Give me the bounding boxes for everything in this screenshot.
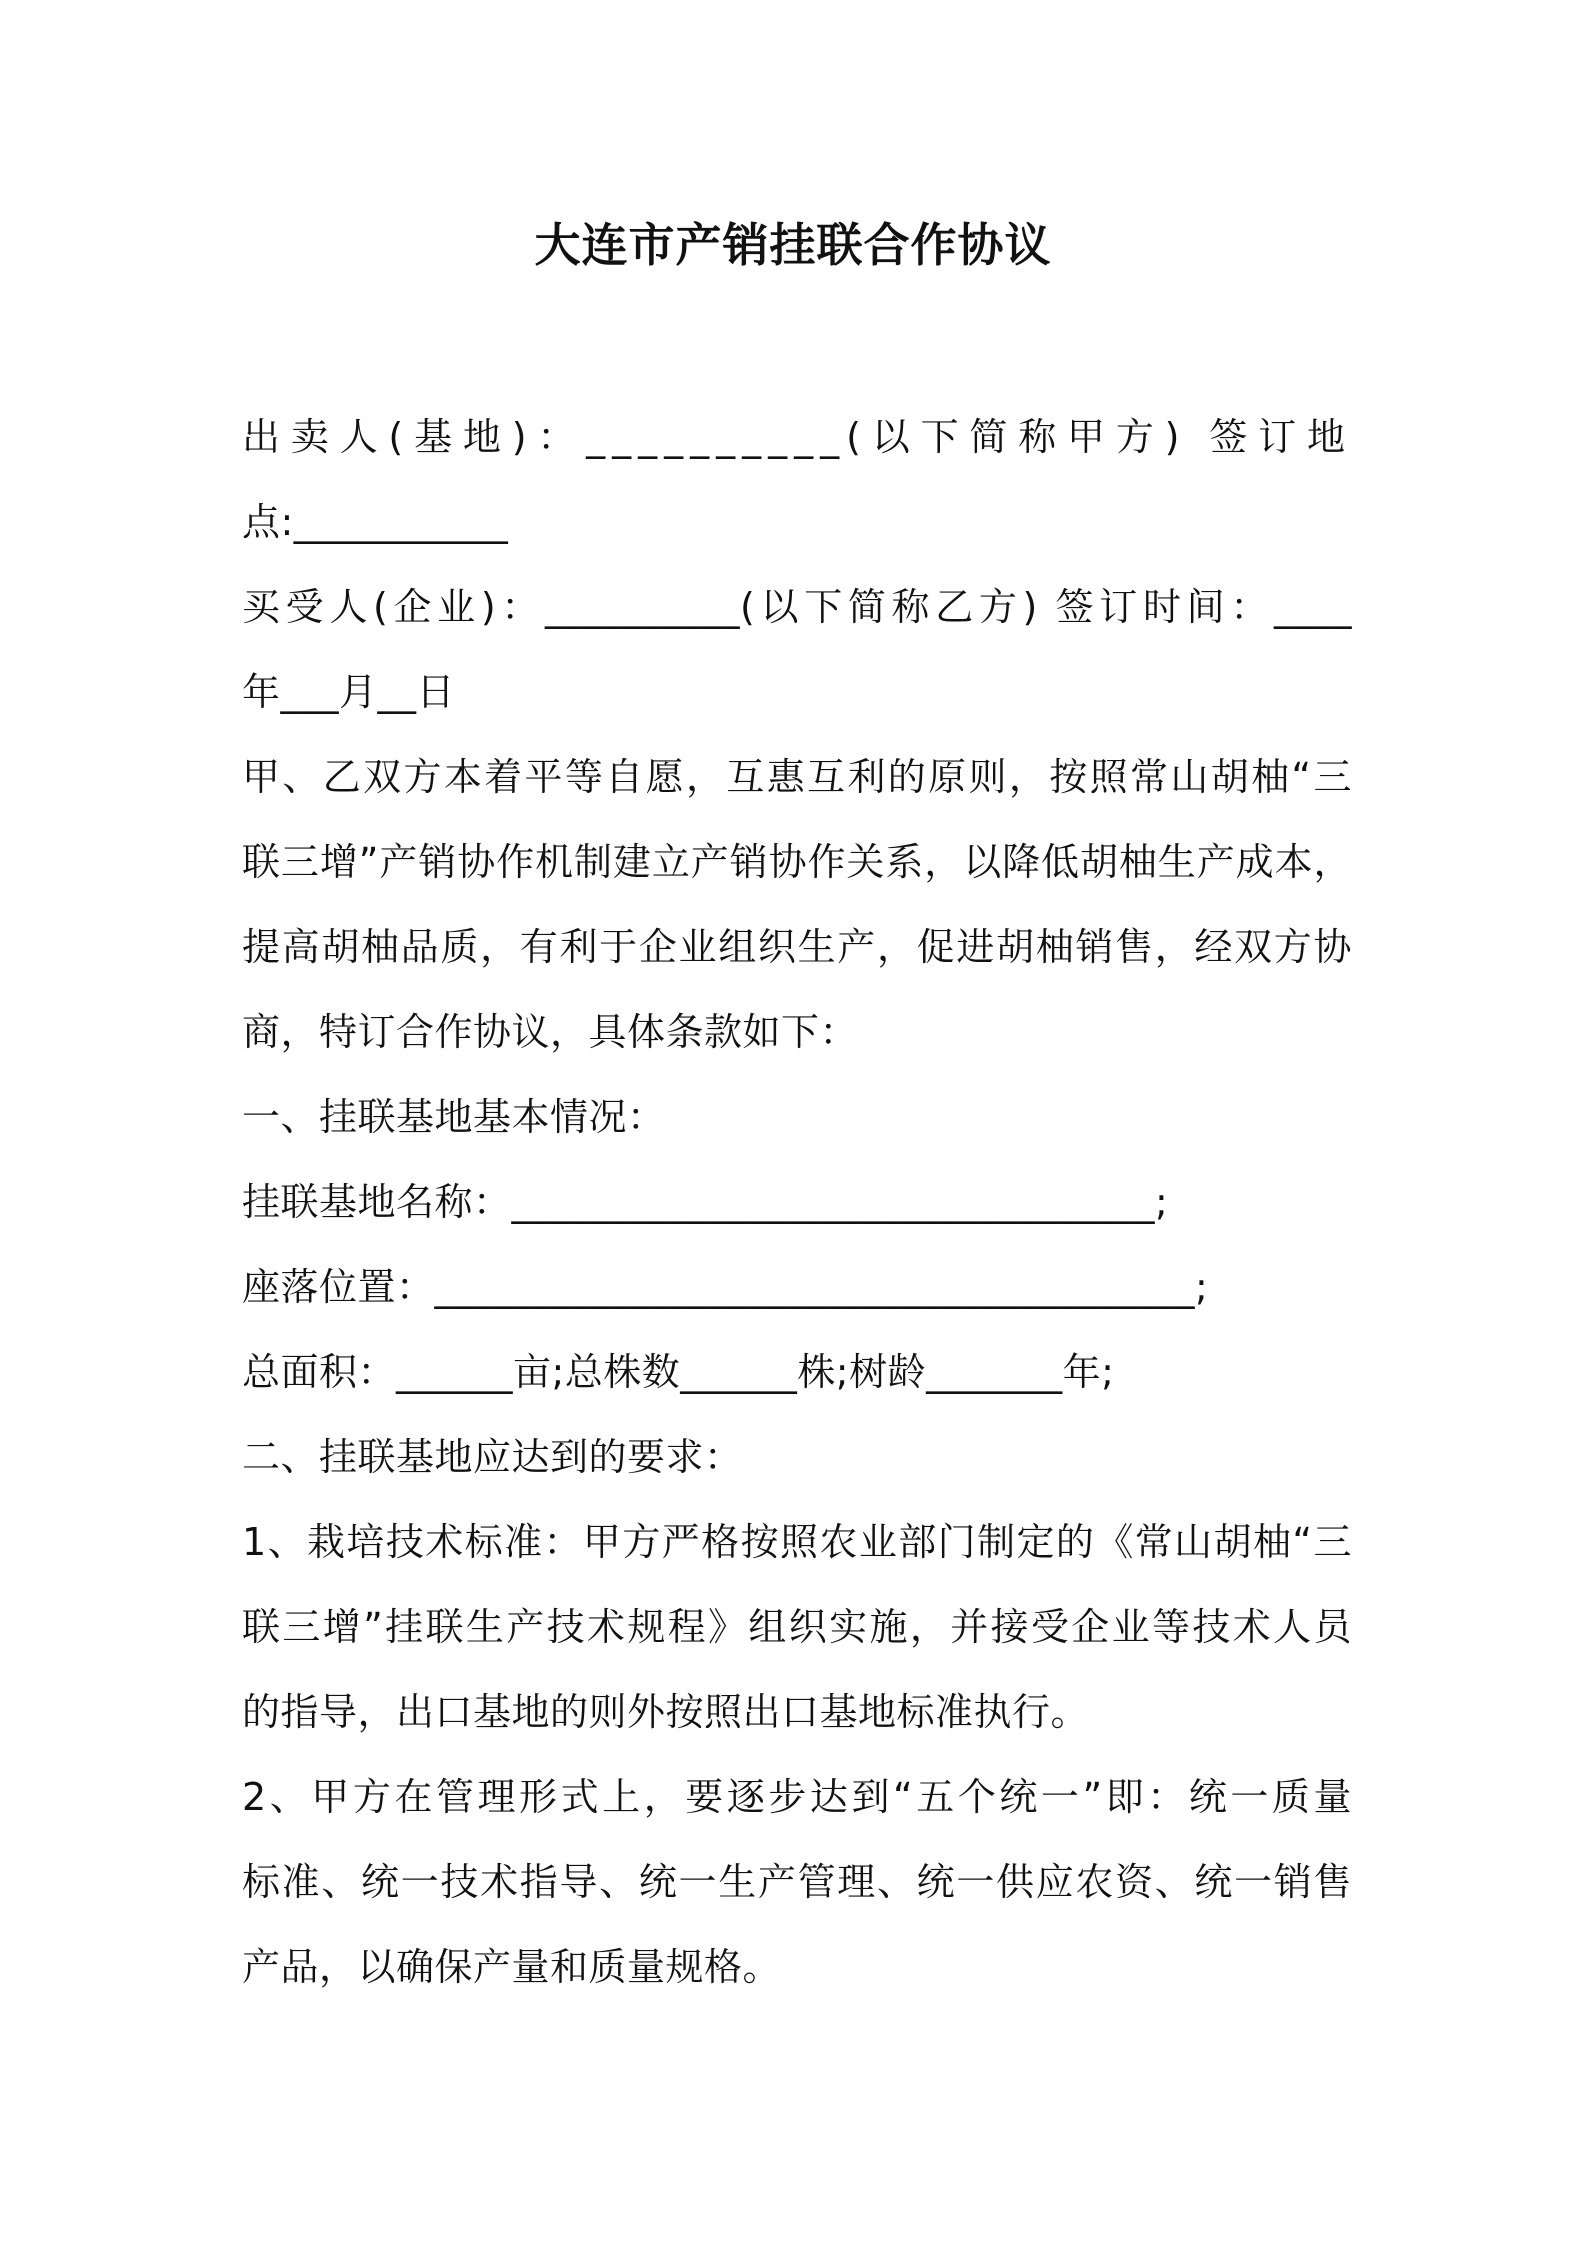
paragraph-line: 1、栽培技术标准：甲方严格按照农业部门制定的《常山胡柚“三 <box>242 1520 1352 1564</box>
document-body <box>242 395 1352 2010</box>
paragraph-line: 甲、乙双方本着平等自愿，互惠互利的原则，按照常山胡柚“三 <box>242 755 1352 799</box>
paragraph-line: 标准、统一技术指导、统一生产管理、统一供应农资、统一销售 <box>242 1860 1352 1904</box>
buyer-line: 买受人(企业)：__________(以下简称乙方) 签订时间：____ <box>242 585 1352 629</box>
paragraph-line: 的指导，出口基地的则外按照出口基地标准执行。 <box>242 1690 1090 1734</box>
section-heading: 一、挂联基地基本情况： <box>242 1095 666 1139</box>
document-title: 大连市产销挂联合作协议 <box>534 218 1052 272</box>
sign-place-line: 点:___________ <box>242 500 509 544</box>
paragraph-line: 联三增”产销协作机制建立产销协作关系，以降低胡柚生产成本， <box>242 840 1352 884</box>
paragraph-line: 联三增”挂联生产技术规程》组织实施，并接受企业等技术人员 <box>242 1605 1352 1649</box>
paragraph-line: 商，特订合作协议，具体条款如下： <box>242 1010 859 1054</box>
paragraph-line: 提高胡柚品质，有利于企业组织生产，促进胡柚销售，经双方协 <box>242 925 1352 969</box>
section-heading: 二、挂联基地应达到的要求： <box>242 1435 743 1479</box>
seller-line: 出卖人(基地)：__________(以下简称甲方) 签订地 <box>242 415 1352 459</box>
base-name-line: 挂联基地名称：_________________________________; <box>242 1180 1169 1224</box>
location-line: 座落位置：_______________________________________; <box>242 1265 1209 1309</box>
date-line: 年___月__日 <box>242 670 456 714</box>
paragraph-line: 产品，以确保产量和质量规格。 <box>242 1945 782 1989</box>
paragraph-line: 2、甲方在管理形式上，要逐步达到“五个统一”即：统一质量 <box>242 1775 1352 1819</box>
area-line: 总面积：______亩;总株数______株;树龄_______年; <box>242 1350 1115 1394</box>
